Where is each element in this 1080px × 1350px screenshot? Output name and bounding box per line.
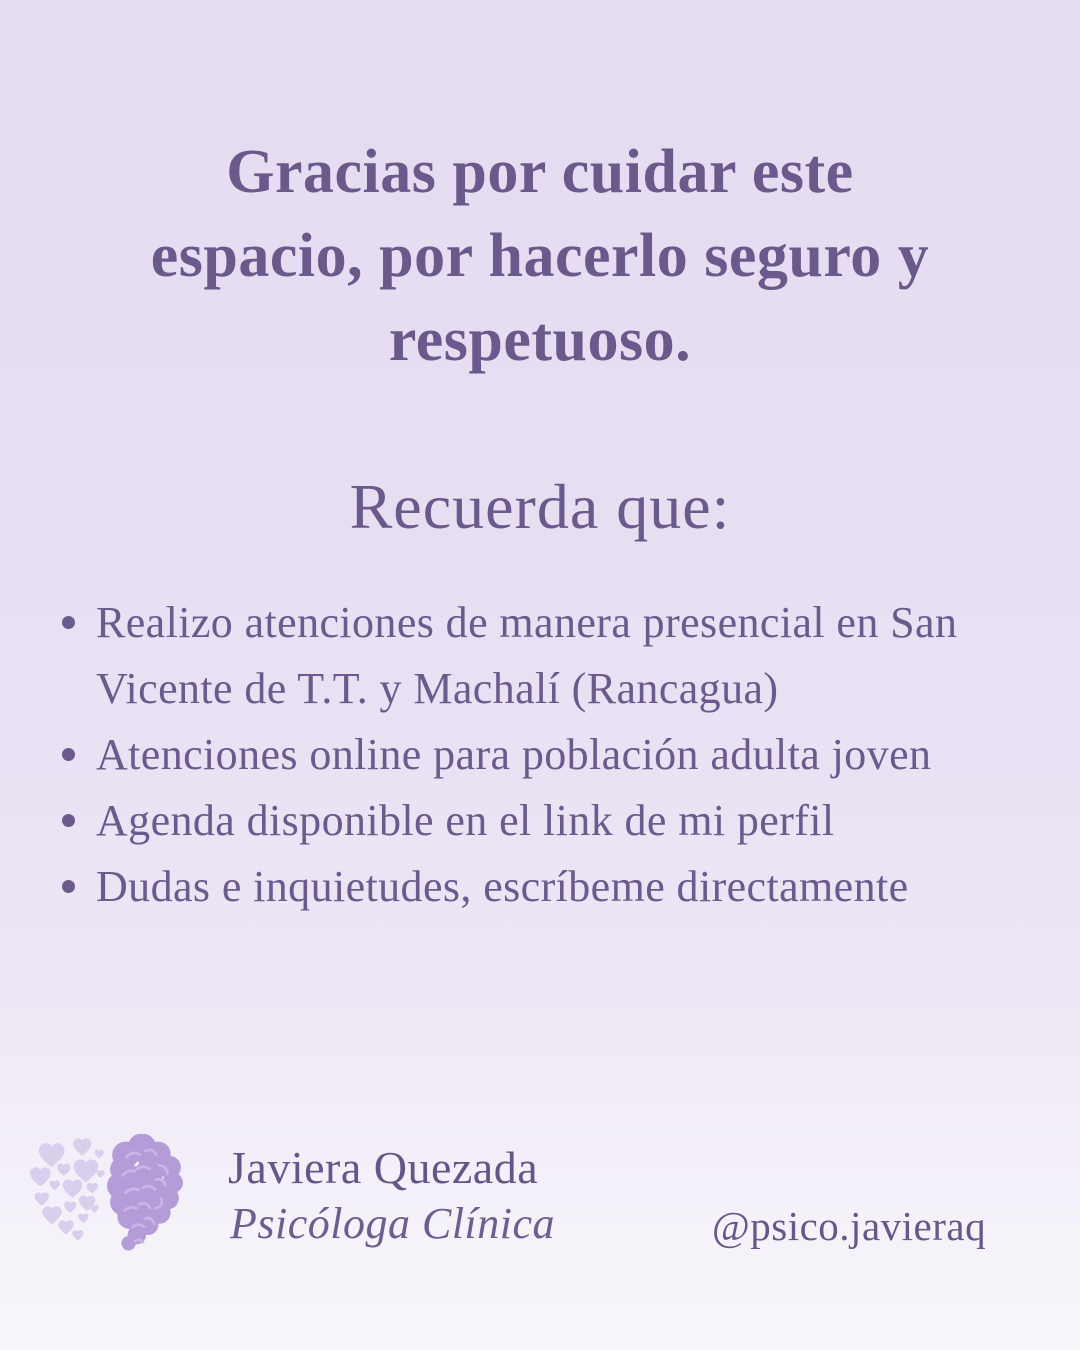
title-line: espacio, por hacerlo seguro y (150, 222, 930, 290)
list-item: Atenciones online para población adulta joven (58, 722, 1016, 788)
title-line: respetuoso. (388, 306, 692, 374)
page-title (0, 130, 1080, 382)
subheading: Recuerda que: (349, 471, 731, 542)
heart-brain-logo-icon (28, 1134, 184, 1254)
bullet-list (58, 590, 1016, 920)
author-credential: Psicóloga Clínica (230, 1199, 556, 1248)
list-item: Realizo atenciones de manera presencial en San Vicente de T.T. y Machalí (Rancagua) (58, 590, 1016, 722)
author-name: Javiera Quezada (228, 1142, 539, 1193)
list-item: Dudas e inquietudes, escríbeme directamente (58, 854, 1016, 920)
hearts-half (30, 1138, 105, 1240)
instagram-handle: @psico.javieraq (712, 1203, 987, 1249)
list-item: Agenda disponible en el link de mi perfil (58, 788, 1016, 854)
title-line: Gracias por cuidar este (226, 138, 854, 206)
